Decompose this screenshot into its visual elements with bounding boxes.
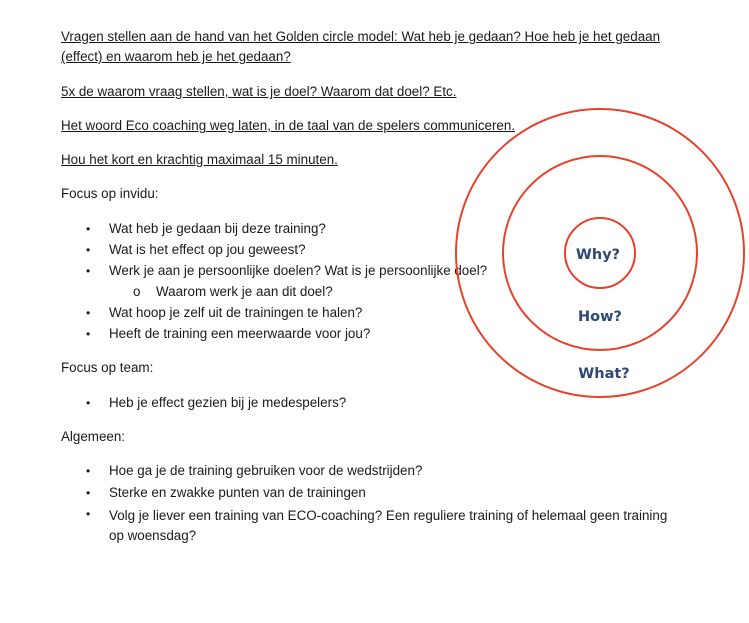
sub-list-item-text: Waarom werk je aan dit doel? — [156, 284, 333, 299]
list-item-text: Wat heb je gedaan bij deze training? — [109, 221, 326, 236]
paragraph-golden-circle-line2: (effect) en waarom heb je het gedaan? — [61, 49, 291, 64]
bullet-icon: • — [86, 222, 91, 236]
heading-focus-team: Focus op team: — [61, 360, 154, 375]
bullet-icon: • — [86, 264, 91, 278]
bullet-icon: • — [86, 306, 91, 320]
list-item-text: Sterke en zwakke punten van de trainingen — [109, 485, 366, 500]
paragraph-kort-krachtig: Hou het kort en krachtig maximaal 15 minuten. — [61, 152, 338, 167]
list-item-text: Wat is het effect op jou geweest? — [109, 242, 306, 257]
heading-algemeen: Algemeen: — [61, 429, 126, 444]
heading-focus-individu: Focus op invidu: — [61, 186, 159, 201]
bullet-icon: • — [86, 507, 91, 521]
sub-bullet-icon: o — [133, 284, 141, 299]
how-label: How? — [578, 309, 622, 325]
bullet-icon: • — [86, 396, 91, 410]
why-label: Why? — [575, 247, 621, 263]
bullet-icon: • — [86, 464, 91, 478]
bullet-icon: • — [86, 243, 91, 257]
list-item-text: Werk je aan je persoonlijke doelen? Wat is je persoonlijke doel? — [109, 263, 488, 278]
bullet-icon: • — [86, 327, 91, 341]
paragraph-eco-coaching: Het woord Eco coaching weg laten, in de taal van de spelers communiceren. — [61, 118, 516, 133]
list-item-text: Heeft de training een meerwaarde voor jou? — [109, 326, 371, 341]
list-item-text: Volg je liever een training van ECO-coaching? Een reguliere training of helemaal geen training op woensdag? — [109, 508, 668, 543]
list-item-text: Heb je effect gezien bij je medespelers? — [109, 395, 347, 410]
list-item-text: Wat hoop je zelf uit de trainingen te halen? — [109, 305, 363, 320]
list-item-text: Hoe ga je de training gebruiken voor de wedstrijden? — [109, 463, 423, 478]
what-label: What? — [578, 366, 630, 382]
paragraph-waarom-vraag: 5x de waarom vraag stellen, wat is je doel? Waarom dat doel? Etc. — [61, 84, 457, 99]
bullet-icon: • — [86, 486, 91, 500]
paragraph-golden-circle-line1: Vragen stellen aan de hand van het Golden circle model: Wat heb je gedaan? Hoe heb je het gedaan — [61, 29, 661, 44]
